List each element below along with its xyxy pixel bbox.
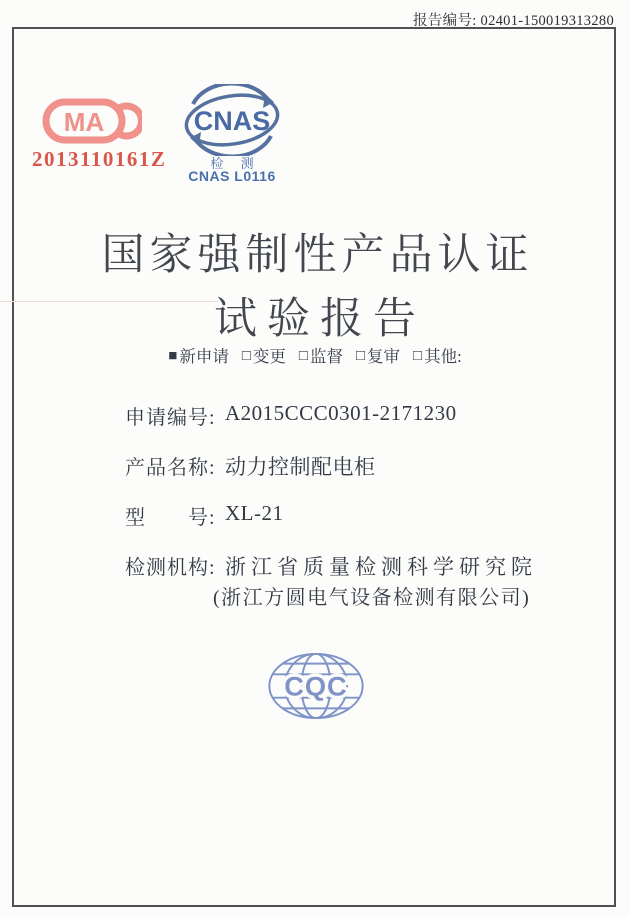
report-number-label: 报告编号: xyxy=(413,13,477,29)
checkbox-empty-icon: □ xyxy=(355,347,366,364)
checkbox-label: 新申请 xyxy=(179,347,229,366)
cnas-caption: 检 测 xyxy=(210,156,261,171)
page-title-line2: 试验报告 xyxy=(214,296,426,343)
field-label: 型 号: xyxy=(125,507,222,529)
checkbox-review xyxy=(356,343,400,367)
checkbox-label: 其他: xyxy=(424,347,462,366)
checkbox-empty-icon: □ xyxy=(298,347,308,364)
checkbox-supervision xyxy=(299,343,343,367)
cma-cert-number: 2013110161Z xyxy=(32,147,167,171)
cqc-mark-text: CQC xyxy=(284,670,348,702)
cma-mark-text: MA xyxy=(63,107,105,137)
checkbox-filled-icon: ■ xyxy=(168,347,178,364)
report-number-value: 02401-150019313280 xyxy=(480,13,614,29)
checkbox-change xyxy=(242,343,286,367)
field-value: 浙江省质量检测科学研究院 xyxy=(225,555,537,579)
cma-logo-icon xyxy=(42,96,142,151)
page-title-line1: 国家强制性产品认证 xyxy=(101,232,534,279)
checkbox-empty-icon: □ xyxy=(241,347,251,364)
cnas-accreditation-number: CNAS L0116 xyxy=(188,168,276,184)
checkbox-new-application xyxy=(168,343,229,367)
checkbox-label: 变更 xyxy=(252,347,286,366)
application-type-row xyxy=(0,343,630,367)
cnas-mark-text: CNAS xyxy=(193,106,271,136)
checkbox-label: 监督 xyxy=(309,347,343,366)
checkbox-label: 复审 xyxy=(367,347,401,366)
field-label: 申请编号: xyxy=(125,407,222,429)
cqc-logo-icon xyxy=(265,651,367,726)
cnas-logo-icon xyxy=(177,84,287,161)
field-value: A2015CCC0301-2171230 xyxy=(225,401,457,425)
field-value: XL-21 xyxy=(225,501,284,525)
field-label: 检测机构: xyxy=(125,557,222,579)
checkbox-other xyxy=(413,343,462,367)
checkbox-empty-icon: □ xyxy=(413,347,423,364)
field-label: 产品名称: xyxy=(125,457,222,479)
field-value: 动力控制配电柜 xyxy=(225,455,376,479)
field-value-line2: (浙江方圆电气设备检测有限公司) xyxy=(213,587,531,609)
